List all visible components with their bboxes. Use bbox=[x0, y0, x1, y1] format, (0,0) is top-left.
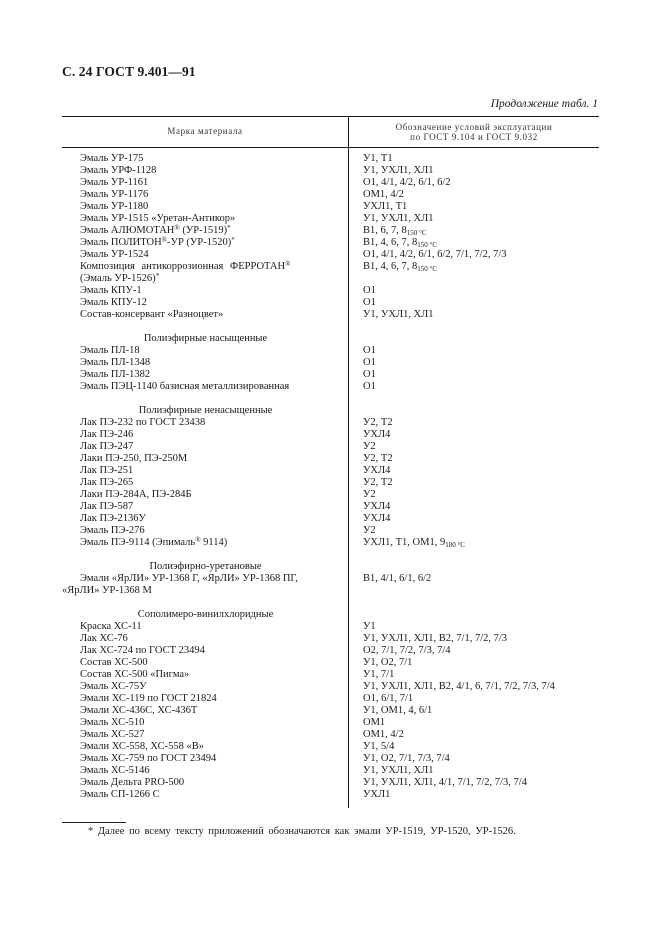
material-name: Эмаль ПЛ-18 bbox=[80, 345, 140, 356]
material-name: (Эмаль УР-1526)* bbox=[80, 272, 160, 284]
operating-conditions: УХЛ4 bbox=[363, 501, 391, 512]
operating-conditions: В1, 6, 7, $8_{150 ^\circ С}$ bbox=[363, 225, 427, 237]
operating-conditions: О1 bbox=[363, 381, 376, 392]
operating-conditions: УХЛ1, Т1, ОМ1, $9_{180 ^\circ С}$ bbox=[363, 537, 465, 549]
operating-conditions: О1, 4/1, 4/2, 6/1, 6/2 bbox=[363, 177, 451, 188]
operating-conditions: О1, 4/1, 4/2, 6/1, 6/2, 7/1, 7/2, 7/3 bbox=[363, 249, 507, 260]
operating-conditions: У2, Т2 bbox=[363, 417, 393, 428]
material-name: Композиция антикоррозионная ФЕРРОТАН® bbox=[80, 260, 291, 272]
material-name: Состав ХС-500 bbox=[80, 657, 148, 668]
section-title: Полиэфирно-уретановые bbox=[149, 561, 262, 572]
operating-conditions: О1 bbox=[363, 345, 376, 356]
operating-conditions: У1, УХЛ1, ХЛ1 bbox=[363, 765, 434, 776]
column-header-conditions-line2: по ГОСТ 9.104 и ГОСТ 9.032 bbox=[410, 132, 538, 142]
material-name: Эмали ХС-436С, ХС-436Т bbox=[80, 705, 198, 716]
operating-conditions: У2 bbox=[363, 441, 376, 452]
material-name: «ЯрЛИ» УР-1368 М bbox=[62, 585, 152, 596]
material-name: Лак ХС-724 по ГОСТ 23494 bbox=[80, 645, 205, 656]
material-name: Лак ПЭ-265 bbox=[80, 477, 134, 488]
material-name: Лак ПЭ-2136У bbox=[80, 513, 146, 524]
material-name: Эмаль ХС-510 bbox=[80, 717, 145, 728]
material-name: Эмаль УР-1176 bbox=[80, 189, 149, 200]
operating-conditions: В1, 4, 6, 7, $8_{150 ^\circ С}$ bbox=[363, 237, 437, 249]
material-name: Эмаль АЛЮМОТАН® (УР-1519)* bbox=[80, 224, 231, 236]
operating-conditions: У1, О2, 7/1, 7/3, 7/4 bbox=[363, 753, 450, 764]
material-name: Эмали ХС-119 по ГОСТ 21824 bbox=[80, 693, 217, 704]
operating-conditions: О1 bbox=[363, 357, 376, 368]
material-name: Эмаль ПЭ-276 bbox=[80, 525, 145, 536]
material-name: Эмаль ПОЛИТОН®-УР (УР-1520)* bbox=[80, 236, 235, 248]
operating-conditions: О1 bbox=[363, 369, 376, 380]
material-name: Лак ПЭ-251 bbox=[80, 465, 134, 476]
material-name: Лак ХС-76 bbox=[80, 633, 128, 644]
operating-conditions: О1, 6/1, 7/1 bbox=[363, 693, 414, 704]
material-name: Эмаль ХС-759 по ГОСТ 23494 bbox=[80, 753, 217, 764]
material-name: Эмаль ПЭЦ-1140 базисная металлизированная bbox=[80, 381, 290, 392]
operating-conditions: УХЛ4 bbox=[363, 465, 391, 476]
operating-conditions: У1, УХЛ1, ХЛ1 bbox=[363, 165, 434, 176]
material-name: Эмаль ХС-75У bbox=[80, 681, 147, 692]
material-name: Эмаль УРФ-1128 bbox=[80, 165, 157, 176]
operating-conditions: У1, УХЛ1, ХЛ1, 4/1, 7/1, 7/2, 7/3, 7/4 bbox=[363, 777, 527, 788]
material-name: Лаки ПЭ-284А, ПЭ-284Б bbox=[80, 489, 192, 500]
footnote-separator bbox=[62, 822, 126, 823]
material-name: Эмали «ЯрЛИ» УР-1368 Г, «ЯрЛИ» УР-1368 ПГ, bbox=[80, 573, 298, 584]
material-name: Состав ХС-500 «Пигма» bbox=[80, 669, 190, 680]
material-name: Состав-консервант «Разноцвет» bbox=[80, 309, 224, 320]
operating-conditions: У1, ОМ1, 4, 6/1 bbox=[363, 705, 433, 716]
material-name: Эмали ХС-558, ХС-558 «В» bbox=[80, 741, 204, 752]
operating-conditions: УХЛ1, Т1 bbox=[363, 201, 408, 212]
material-name: Эмаль КПУ-1 bbox=[80, 285, 142, 296]
footnote: * Далее по всему тексту приложений обозначаются как эмали УР-1519, УР-1520, УР-1526. bbox=[88, 826, 516, 837]
operating-conditions: УХЛ4 bbox=[363, 429, 391, 440]
material-name: Эмаль КПУ-12 bbox=[80, 297, 147, 308]
operating-conditions: У2 bbox=[363, 525, 376, 536]
operating-conditions: У1, УХЛ1, ХЛ1 bbox=[363, 309, 434, 320]
operating-conditions: У1 bbox=[363, 621, 376, 632]
operating-conditions: У1, 5/4 bbox=[363, 741, 395, 752]
operating-conditions: У2, Т2 bbox=[363, 477, 393, 488]
operating-conditions: О1 bbox=[363, 285, 376, 296]
operating-conditions: В1, 4/1, 6/1, 6/2 bbox=[363, 573, 432, 584]
material-name: Эмаль УР-175 bbox=[80, 153, 144, 164]
material-name: Эмаль Дельта PRO-500 bbox=[80, 777, 185, 788]
operating-conditions: В1, 4, 6, 7, $8_{150 ^\circ С}$ bbox=[363, 261, 437, 273]
table-continuation-label: Продолжение табл. 1 bbox=[490, 98, 598, 110]
material-name: Эмаль ПЭ-9114 (Эпималь® 9114) bbox=[80, 536, 228, 548]
material-name: Эмаль ПЛ-1382 bbox=[80, 369, 151, 380]
operating-conditions: У1, О2, 7/1 bbox=[363, 657, 413, 668]
operating-conditions: ОМ1, 4/2 bbox=[363, 189, 404, 200]
operating-conditions: У2, Т2 bbox=[363, 453, 393, 464]
operating-conditions: ОМ1, 4/2 bbox=[363, 729, 404, 740]
material-name: Лак ПЭ-247 bbox=[80, 441, 134, 452]
material-name: Эмаль ХС-527 bbox=[80, 729, 145, 740]
page-header: С. 24 ГОСТ 9.401—91 bbox=[62, 64, 196, 79]
table-header-rule bbox=[62, 147, 599, 148]
operating-conditions: О2, 7/1, 7/2, 7/3, 7/4 bbox=[363, 645, 451, 656]
material-name: Эмаль СП-1266 С bbox=[80, 789, 160, 800]
material-name: Эмаль ХС-5146 bbox=[80, 765, 150, 776]
material-name: Краска ХС-11 bbox=[80, 621, 142, 632]
material-name: Лак ПЭ-587 bbox=[80, 501, 134, 512]
section-title: Полиэфирные ненасыщенные bbox=[138, 405, 273, 416]
material-name: Лак ПЭ-246 bbox=[80, 429, 134, 440]
operating-conditions: УХЛ4 bbox=[363, 513, 391, 524]
material-name: Лак ПЭ-232 по ГОСТ 23438 bbox=[80, 417, 206, 428]
material-name: Эмаль УР-1515 «Уретан-Антикор» bbox=[80, 213, 236, 224]
section-title: Сополимеро-винилхлоридные bbox=[137, 609, 274, 620]
section-title: Полиэфирные насыщенные bbox=[143, 333, 268, 344]
operating-conditions: У2 bbox=[363, 489, 376, 500]
column-header-conditions-line1: Обозначение условий эксплуатации bbox=[395, 122, 553, 132]
material-name: Эмаль УР-1180 bbox=[80, 201, 149, 212]
material-name: Лаки ПЭ-250, ПЭ-250М bbox=[80, 453, 188, 464]
operating-conditions: УХЛ1 bbox=[363, 789, 391, 800]
operating-conditions: О1 bbox=[363, 297, 376, 308]
table-column-divider bbox=[348, 117, 349, 808]
operating-conditions: У1, УХЛ1, ХЛ1 bbox=[363, 213, 434, 224]
operating-conditions: У1, УХЛ1, ХЛ1, В2, 7/1, 7/2, 7/3 bbox=[363, 633, 508, 644]
material-name: Эмаль УР-1524 bbox=[80, 249, 149, 260]
operating-conditions: У1, Т1 bbox=[363, 153, 393, 164]
operating-conditions: ОМ1 bbox=[363, 717, 386, 728]
material-name: Эмаль УР-1161 bbox=[80, 177, 149, 188]
table-top-rule bbox=[62, 116, 599, 117]
operating-conditions: У1, 7/1 bbox=[363, 669, 395, 680]
operating-conditions: У1, УХЛ1, ХЛ1, В2, 4/1, 6, 7/1, 7/2, 7/3, 7/4 bbox=[363, 681, 555, 692]
material-name: Эмаль ПЛ-1348 bbox=[80, 357, 151, 368]
column-header-material: Марка материала bbox=[167, 126, 243, 136]
